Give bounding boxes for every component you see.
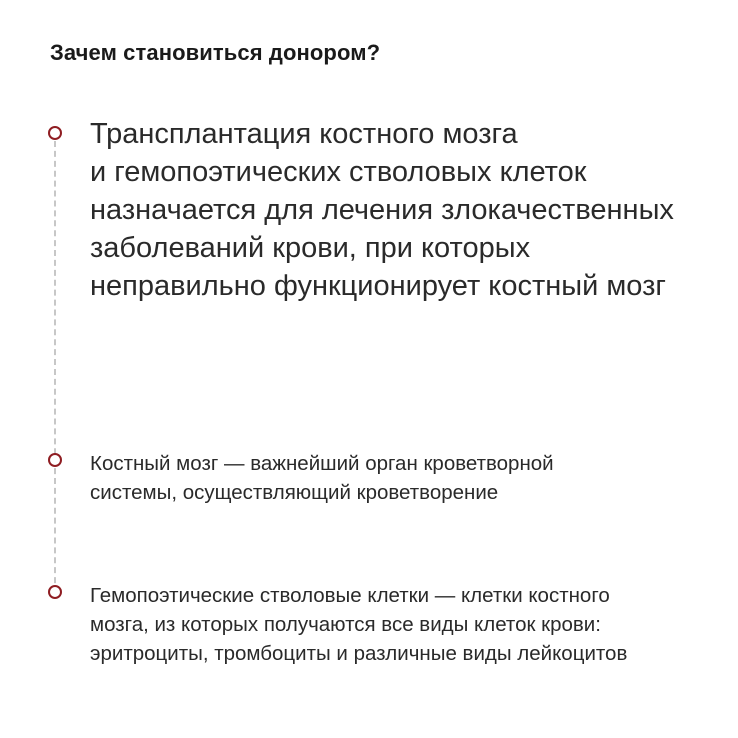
timeline-dashed-line	[54, 141, 56, 593]
page-title: Зачем становиться донором?	[50, 40, 381, 65]
fact-bone-marrow-definition	[90, 449, 710, 507]
fact-line: эритроциты, тромбоциты и различные виды лейкоцитов	[90, 642, 628, 665]
fact-transplant-purpose	[90, 115, 710, 305]
fact-line: неправильно функционирует костный мозг	[90, 270, 666, 302]
timeline-marker-icon	[48, 585, 62, 599]
fact-line: заболеваний крови, при которых	[90, 232, 531, 264]
fact-line: Костный мозг — важнейший орган кроветворной	[90, 452, 554, 475]
fact-line: назначается для лечения злокачественных	[90, 194, 674, 226]
fact-line: и гемопоэтических стволовых клеток	[90, 156, 587, 188]
timeline-marker-icon	[48, 453, 62, 467]
timeline-marker-icon	[48, 126, 62, 140]
fact-line: Трансплантация костного мозга	[90, 118, 518, 150]
fact-line: системы, осуществляющий кроветворение	[90, 481, 499, 504]
fact-line: мозга, из которых получаются все виды клеток крови:	[90, 613, 601, 636]
fact-line: Гемопоэтические стволовые клетки — клетки костного	[90, 584, 610, 607]
fact-stem-cells-definition	[90, 581, 710, 668]
